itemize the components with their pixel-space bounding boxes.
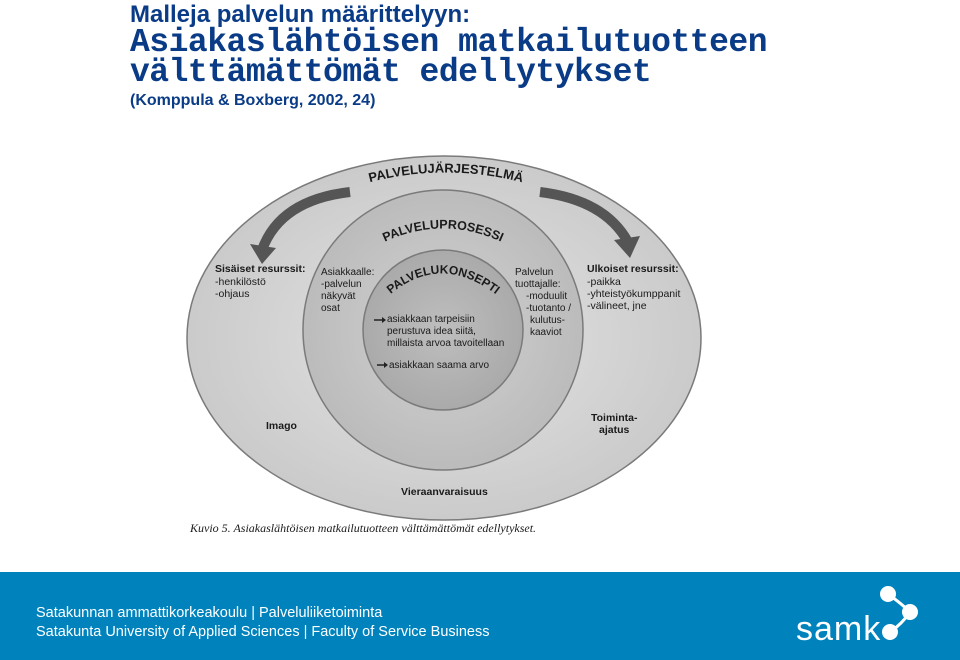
footer-line-fi: Satakunnan ammattikorkeakoulu | Palveluliiketoiminta bbox=[36, 605, 383, 621]
title-citation: (Komppula & Boxberg, 2002, 24) bbox=[130, 92, 376, 109]
customer-line: Asiakkaalle: bbox=[321, 267, 375, 278]
footer-bar bbox=[0, 572, 960, 660]
mission-label-1: Toiminta- bbox=[591, 412, 638, 424]
imago-label: Imago bbox=[266, 420, 297, 432]
external-resource-item: -välineet, jne bbox=[587, 300, 647, 312]
external-resource-item: -paikka bbox=[587, 276, 621, 288]
mission-label-2: ajatus bbox=[599, 424, 630, 436]
samk-logo-text: samk bbox=[796, 610, 882, 648]
producer-line: kulutus- bbox=[530, 315, 566, 326]
title-line-3: välttämättömät edellytykset bbox=[130, 54, 652, 91]
producer-line: kaaviot bbox=[530, 327, 562, 338]
title-line-1: Malleja palvelun määrittelyyn: bbox=[130, 1, 471, 28]
concept-line: asiakkaan tarpeisiin bbox=[387, 314, 475, 325]
concept-line: millaista arvoa tavoitellaan bbox=[387, 338, 505, 349]
producer-line: -moduulit bbox=[526, 291, 568, 302]
footer-line-en: Satakunta University of Applied Sciences | Faculty of Service Business bbox=[36, 624, 490, 640]
service-process-label: PALVELUPROSESSI bbox=[380, 217, 506, 245]
service-concept-label: PALVELUKONSEPTI bbox=[383, 262, 503, 297]
samk-logo-mark-icon bbox=[860, 582, 930, 654]
customer-line: -palvelun bbox=[321, 279, 362, 290]
customer-line: näkyvät bbox=[321, 291, 356, 302]
concept-line: perustuva idea siitä, bbox=[387, 326, 476, 337]
figure-caption: Kuvio 5. Asiakaslähtöisen matkailutuotteen välttämättömät edellytykset. bbox=[190, 521, 537, 535]
external-resources-heading: Ulkoiset resurssit: bbox=[587, 263, 679, 275]
customer-line: osat bbox=[321, 303, 340, 314]
internal-resources-heading: Sisäiset resurssit: bbox=[215, 263, 306, 275]
hospitality-label: Vieraanvaraisuus bbox=[401, 486, 488, 498]
title-line-2: Asiakaslähtöisen matkailutuotteen bbox=[130, 24, 768, 61]
external-resource-item: -yhteistyökumppanit bbox=[587, 288, 681, 300]
producer-line: Palvelun bbox=[515, 267, 554, 278]
internal-resource-item: -henkilöstö bbox=[215, 276, 266, 288]
service-system-label: PALVELUJÄRJESTELMÄ bbox=[366, 160, 526, 186]
internal-resource-item: -ohjaus bbox=[215, 288, 250, 300]
producer-line: tuottajalle: bbox=[515, 279, 561, 290]
producer-line: -tuotanto / bbox=[526, 303, 572, 314]
customer-value-label: asiakkaan saama arvo bbox=[389, 360, 490, 371]
